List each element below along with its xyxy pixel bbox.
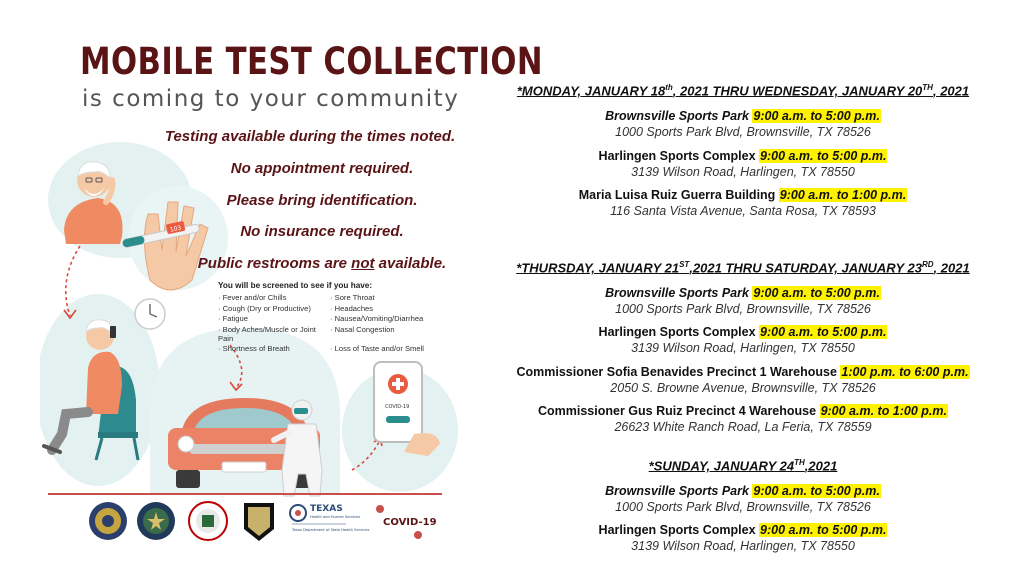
screening-box	[218, 281, 478, 353]
thermometer-reading: 103	[169, 224, 182, 234]
site-name: Harlingen Sports Complex	[598, 325, 756, 339]
site-entry	[490, 188, 996, 218]
site-name: Harlingen Sports Complex	[598, 149, 756, 163]
site-address: 26623 White Ranch Road, La Feria, TX 78559	[614, 420, 872, 434]
site-name: Brownsville Sports Park	[605, 286, 749, 300]
period-heading-3: *SUNDAY, JANUARY 24TH,2021	[648, 458, 838, 474]
site-name: Maria Luisa Ruiz Guerra Building	[578, 188, 776, 202]
site-hours: 1:00 p.m. to 6:00 p.m.	[841, 365, 969, 379]
note-identification: Please bring identification.	[226, 192, 418, 209]
phone-covid-label: COVID-19	[385, 404, 410, 410]
site-entry	[490, 109, 996, 139]
symptom-item: · Sore Throat	[330, 293, 375, 302]
site-name: Brownsville Sports Park	[605, 484, 749, 498]
note-no-insurance: No insurance required.	[240, 223, 404, 240]
symptom-item: · Nausea/Vomiting/Diarrhea	[330, 314, 424, 323]
period-heading-2: *THURSDAY, JANUARY 21ST,2021 THRU SATURDAY, JANUARY 23RD, 2021	[516, 260, 970, 276]
seal-1-icon	[89, 502, 127, 540]
symptom-item: · Fatigue	[218, 314, 248, 323]
seal-2-icon	[137, 502, 175, 540]
site-entry	[490, 365, 996, 395]
site-name: Harlingen Sports Complex	[598, 523, 756, 537]
site-address: 3139 Wilson Road, Harlingen, TX 78550	[631, 165, 855, 179]
symptom-item: · Nasal Congestion	[330, 324, 395, 334]
site-hours: 9:00 a.m. to 5:00 p.m.	[753, 286, 880, 300]
agency-line3: Texas Department of State Health Services	[292, 528, 370, 532]
site-entry	[490, 484, 996, 514]
site-address: 1000 Sports Park Blvd, Brownsville, TX 78526	[615, 500, 871, 514]
symptom-item: · Shortness of Breath	[218, 344, 290, 353]
site-name: Commissioner Gus Ruiz Precinct 4 Warehouse	[537, 404, 817, 418]
page-subtitle: is coming to your community	[82, 86, 460, 112]
site-hours: 9:00 a.m. to 1:00 p.m.	[820, 404, 947, 418]
agency-name: TEXAS	[310, 504, 343, 514]
site-address: 3139 Wilson Road, Harlingen, TX 78550	[631, 539, 855, 553]
period-heading-1: *MONDAY, JANUARY 18th, 2021 THRU WEDNESDAY, JANUARY 20TH, 2021	[516, 83, 970, 99]
clock-icon	[135, 299, 165, 329]
note-no-appointment: No appointment required.	[230, 160, 414, 177]
site-hours: 9:00 a.m. to 5:00 p.m.	[760, 325, 887, 339]
site-entry	[490, 149, 996, 179]
symptom-item: · Loss of Taste and/or Smell	[330, 344, 424, 353]
texas-hhs-logo	[290, 504, 369, 532]
site-entry	[490, 404, 996, 434]
site-hours: 9:00 a.m. to 5:00 p.m.	[753, 109, 880, 123]
screening-heading: You will be screened to see if you have:	[218, 281, 373, 290]
symptom-item: · Body Aches/Muscle or Joint Pain	[218, 324, 316, 343]
site-hours: 9:00 a.m. to 5:00 p.m.	[760, 523, 887, 537]
site-name: Commissioner Sofia Benavides Precinct 1 Warehouse	[516, 365, 837, 379]
footer-divider	[48, 493, 442, 495]
site-entry	[490, 286, 996, 316]
agency-seals	[84, 499, 444, 544]
site-hours: 9:00 a.m. to 1:00 p.m.	[779, 188, 907, 202]
symptom-item: · Fever and/or Chills	[218, 293, 287, 302]
covid-19-badge	[376, 505, 437, 539]
note-testing-times: Testing available during the times noted.	[164, 128, 456, 145]
seal-4-icon	[244, 503, 274, 541]
site-address: 1000 Sports Park Blvd, Brownsville, TX 78526	[615, 302, 871, 316]
seal-3-icon	[189, 502, 227, 540]
site-address: 2050 S. Browne Avenue, Brownsville, TX 78526	[610, 381, 876, 395]
symptom-item: · Cough (Dry or Productive)	[218, 303, 311, 313]
covid-badge-text: COVID-19	[383, 517, 437, 528]
site-hours: 9:00 a.m. to 5:00 p.m.	[753, 484, 880, 498]
site-entry	[490, 325, 996, 355]
note-restrooms: Public restrooms are not available.	[197, 255, 447, 272]
agency-line2: Health and Human Services	[310, 515, 361, 519]
site-address: 3139 Wilson Road, Harlingen, TX 78550	[631, 341, 855, 355]
site-address: 1000 Sports Park Blvd, Brownsville, TX 78526	[615, 125, 871, 139]
site-entry	[490, 523, 996, 553]
site-name: Brownsville Sports Park	[605, 109, 749, 123]
site-address: 116 Santa Vista Avenue, Santa Rosa, TX 78593	[610, 204, 876, 218]
site-hours: 9:00 a.m. to 5:00 p.m.	[760, 149, 887, 163]
page-title: MOBILE TEST COLLECTION	[80, 40, 544, 83]
symptom-item: · Headaches	[330, 303, 374, 313]
